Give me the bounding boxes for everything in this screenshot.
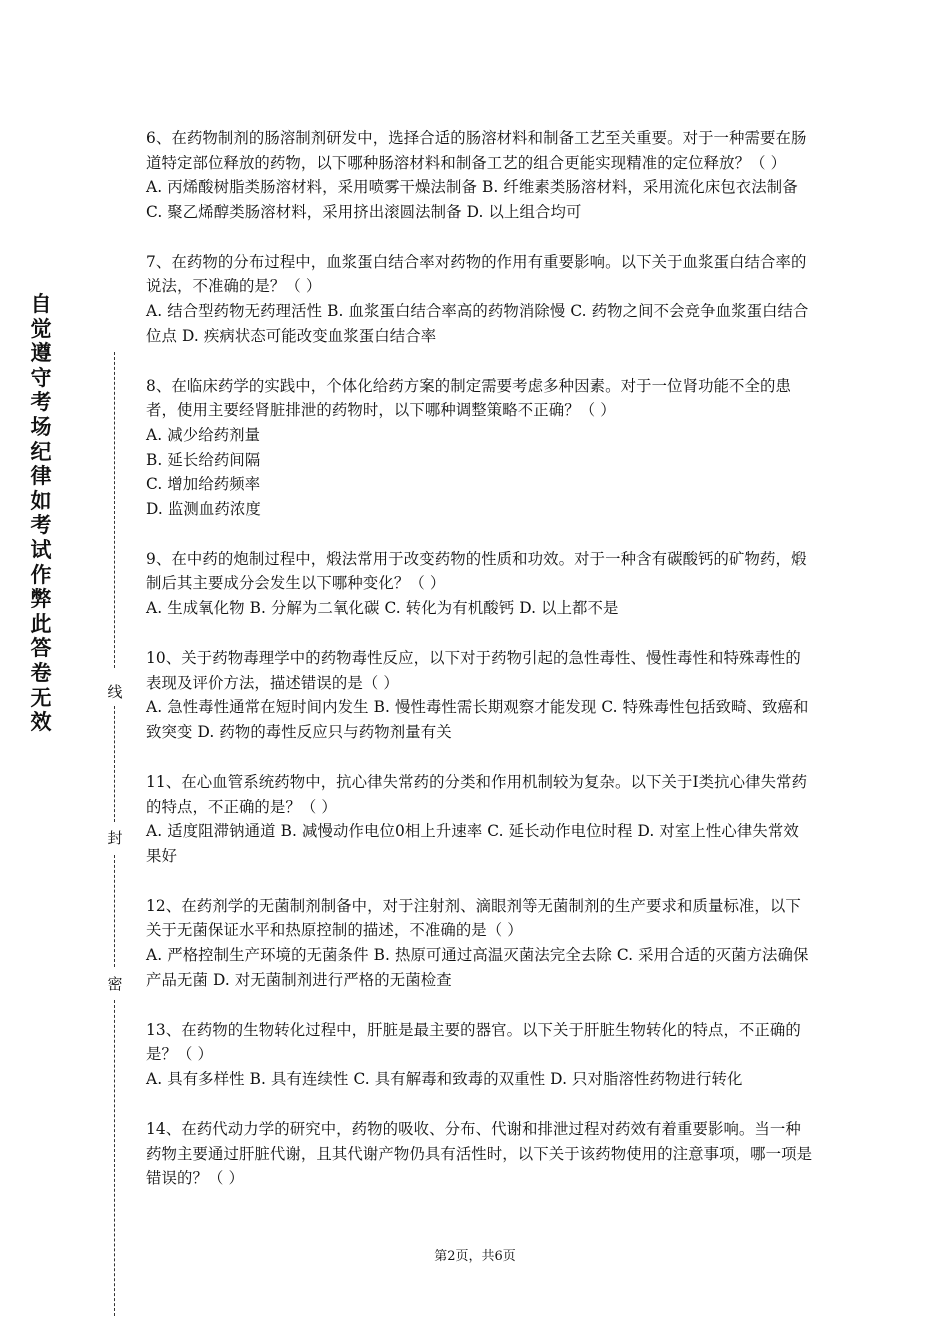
question-options: A. 丙烯酸树脂类肠溶材料，采用喷雾干燥法制备 B. 纤维素类肠溶材料，采用流化床包衣法制备 C. 聚乙烯醇类肠溶材料，采用挤出滚圆法制备 D. 以上组合均可: [146, 178, 798, 221]
question-options: A. 结合型药物无药理活性 B. 血浆蛋白结合率高的药物消除慢 C. 药物之间不会竞争血浆蛋白结合位点 D. 疾病状态可能改变血浆蛋白结合率: [146, 302, 809, 345]
seal-label-feng: 封: [107, 829, 123, 847]
seal-line-segment: [114, 352, 115, 668]
question-options: A. 急性毒性通常在短时间内发生 B. 慢性毒性需长期观察才能发现 C. 特殊毒性包括致畸、致癌和致突变 D. 药物的毒性反应只与药物剂量有关: [146, 698, 809, 741]
question-options: A. 具有多样性 B. 具有连续性 C. 具有解毒和致毒的双重性 D. 只对脂溶性药物进行转化: [146, 1069, 743, 1088]
question-stem: 12、在药剂学的无菌制剂制备中，对于注射剂、滴眼剂等无菌制剂的生产要求和质量标准，以下关于无菌保证水平和热原控制的描述，不准确的是（ ）: [146, 896, 801, 940]
question-stem: 8、在临床药学的实践中，个体化给药方案的制定需要考虑多种因素。对于一位肾功能不全的患者，使用主要经肾脏排泄的药物时，以下哪种调整策略不正确？（ ）: [146, 376, 792, 420]
seal-line-segment: [114, 1000, 115, 1316]
question-stem: 13、在药物的生物转化过程中，肝脏是最主要的器官。以下关于肝脏生物转化的特点，不正确的是？（ ）: [146, 1020, 801, 1064]
seal-line-segment: [114, 706, 115, 822]
question-6: [146, 126, 814, 224]
seal-label-line: 线: [107, 683, 123, 701]
exam-discipline-notice: 自觉遵守考场纪律如考试作弊此答卷无效: [30, 292, 52, 735]
question-11: [146, 770, 814, 868]
question-options: A. 严格控制生产环境的无菌条件 B. 热原可通过高温灭菌法完全去除 C. 采用合适的灭菌方法确保产品无菌 D. 对无菌制剂进行严格的无菌检查: [146, 946, 809, 989]
seal-line-segment: [114, 855, 115, 967]
question-options: A. 适度阻滞钠通道 B. 减慢动作电位0相上升速率 C. 延长动作电位时程 D. 对室上性心律失常效果好: [146, 822, 799, 865]
question-12: [146, 894, 814, 992]
question-9: [146, 547, 814, 621]
question-stem: 6、在药物制剂的肠溶制剂研发中，选择合适的肠溶材料和制备工艺至关重要。对于一种需要在肠道特定部位释放的药物，以下哪种肠溶材料和制备工艺的组合更能实现精准的定位释放？（ ）: [146, 129, 807, 172]
option-c: C. 增加给药频率: [146, 475, 261, 494]
question-stem: 14、在药代动力学的研究中，药物的吸收、分布、代谢和排泄过程对药效有着重要影响。当一种药物主要通过肝脏代谢，且其代谢产物仍具有活性时，以下关于该药物使用的注意事项，哪一项是错误的？（ ）: [146, 1120, 813, 1188]
option-a: A. 减少给药剂量: [146, 425, 261, 444]
seal-label-mi: 密: [107, 975, 123, 993]
question-10: [146, 646, 814, 744]
question-list: [146, 126, 814, 1216]
question-stem: 10、关于药物毒理学中的药物毒性反应，以下对于药物引起的急性毒性、慢性毒性和特殊毒性的表现及评价方法，描述错误的是（ ）: [146, 649, 801, 692]
question-13: [146, 1018, 814, 1092]
question-stem: 11、在心血管系统药物中，抗心律失常药的分类和作用机制较为复杂。以下关于Ⅰ类抗心律失常药的特点，不正确的是？（ ）: [146, 772, 808, 816]
question-14: [146, 1117, 814, 1191]
question-stem: 9、在中药的炮制过程中，煅法常用于改变药物的性质和功效。对于一种含有碳酸钙的矿物药，煅制后其主要成分会发生以下哪种变化？（ ）: [146, 549, 807, 593]
question-7: [146, 250, 814, 348]
question-8: [146, 374, 814, 522]
page-number: 第2页，共6页: [434, 1249, 516, 1264]
question-stem: 7、在药物的分布过程中，血浆蛋白结合率对药物的作用有重要影响。以下关于血浆蛋白结合率的说法，不准确的是？（ ）: [146, 252, 807, 296]
question-options: A. 生成氧化物 B. 分解为二氧化碳 C. 转化为有机酸钙 D. 以上都不是: [146, 599, 619, 617]
option-d: D. 监测血药浓度: [146, 499, 261, 518]
option-b: B. 延长给药间隔: [146, 450, 261, 469]
